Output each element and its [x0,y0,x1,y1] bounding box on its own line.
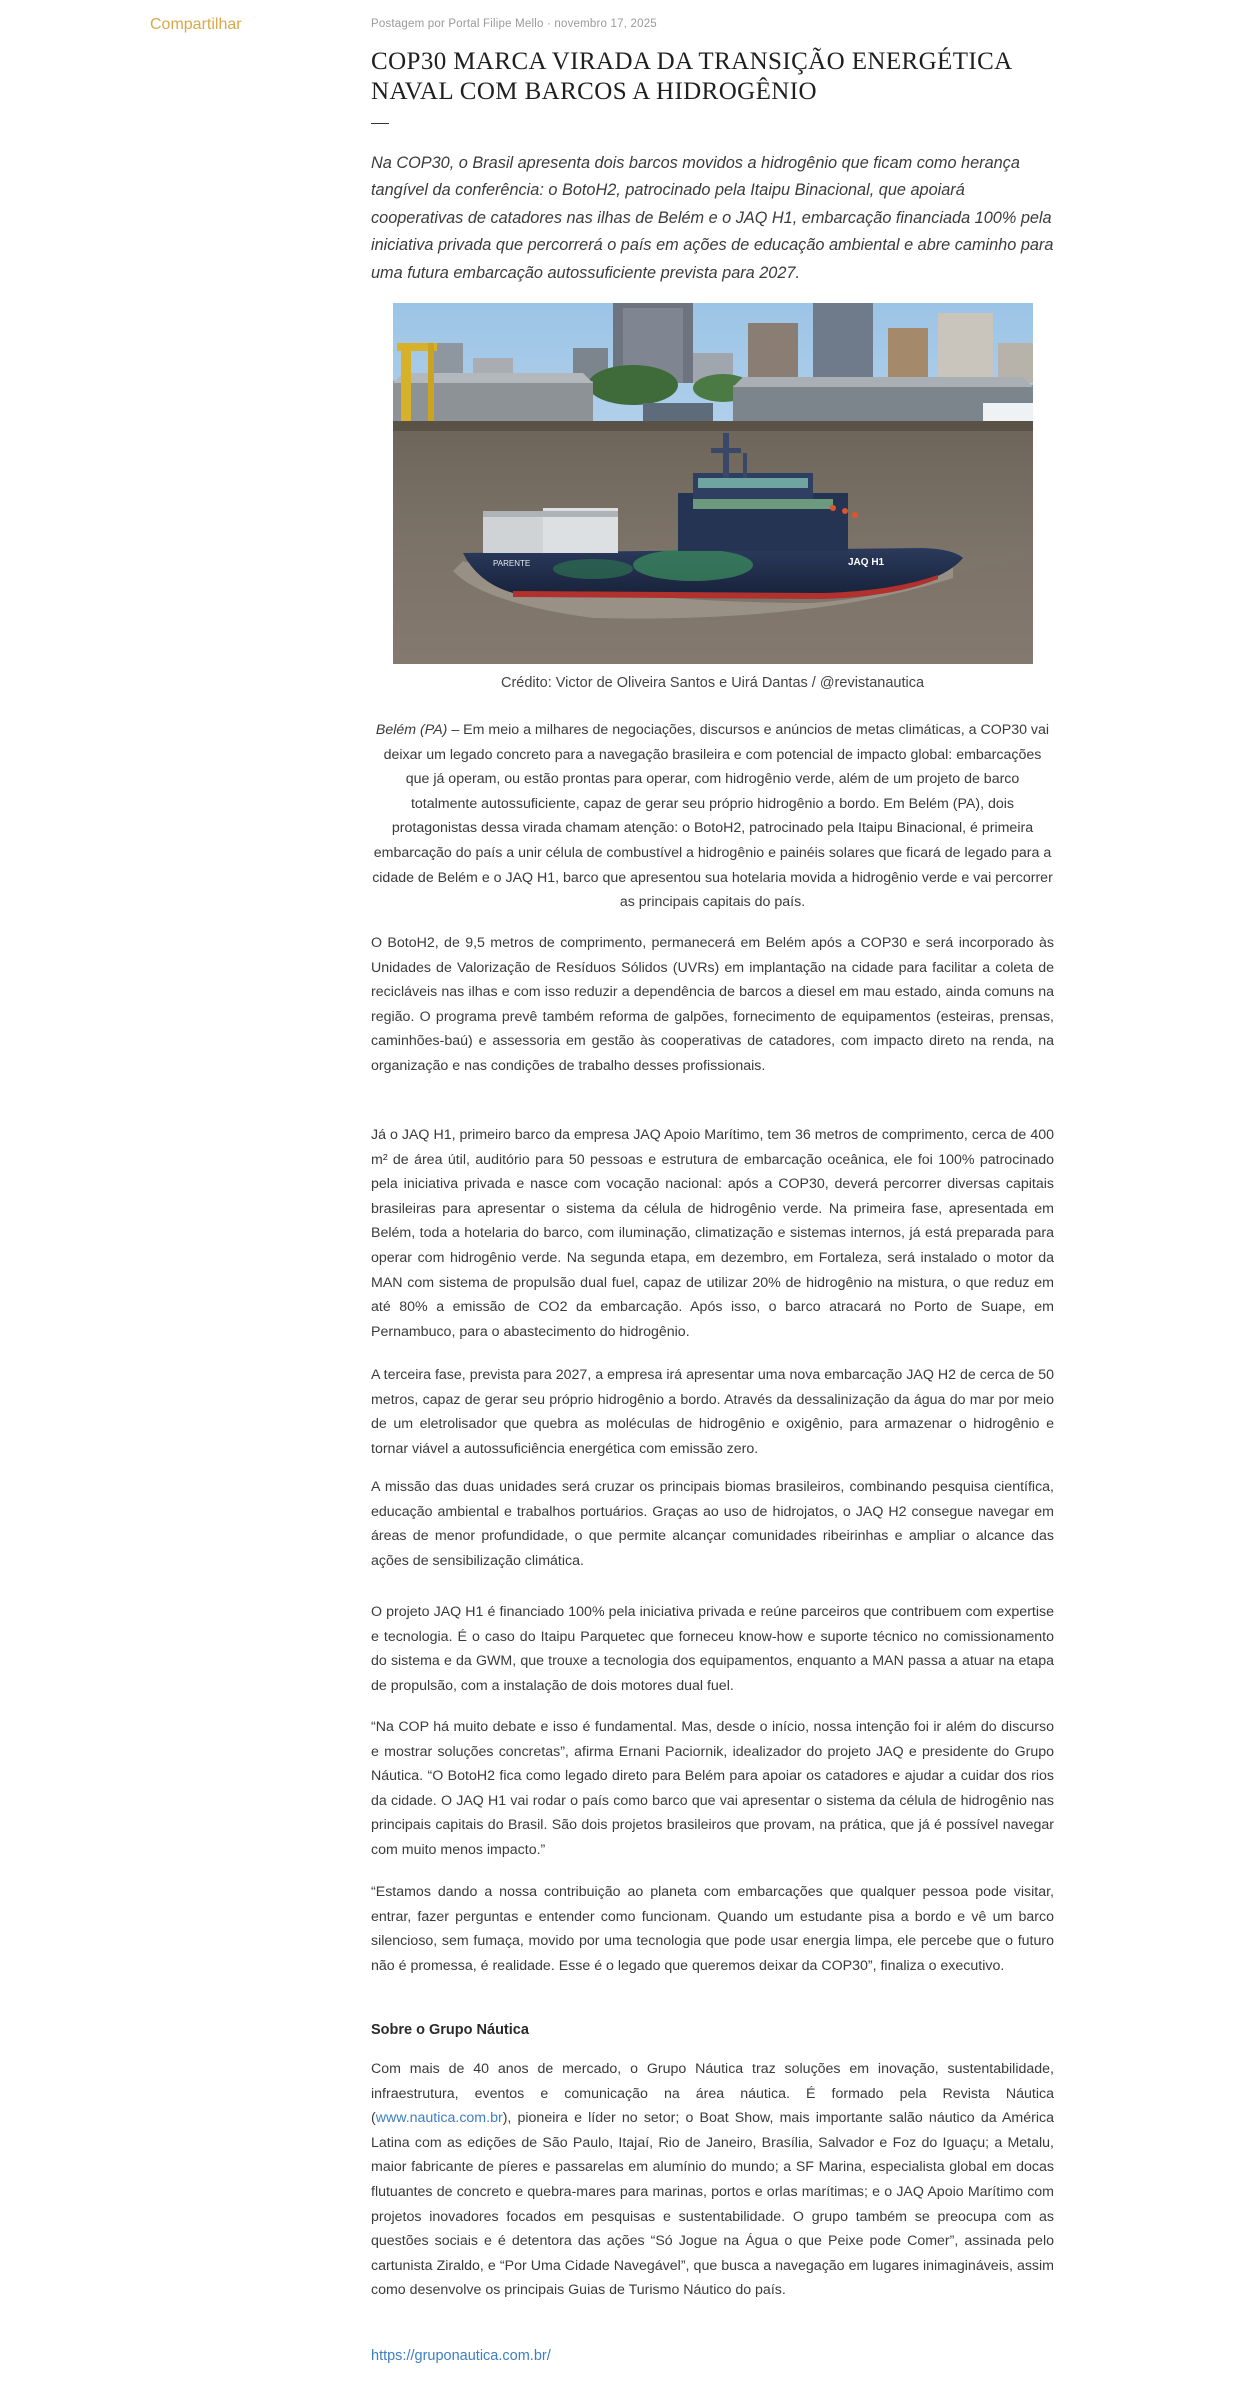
article-title: COP30 MARCA VIRADA DA TRANSIÇÃO ENERGÉTICA NAVAL COM BARCOS A HIDROGÊNIO [371,48,1012,105]
article-photo [393,303,1033,664]
body-paragraph: A terceira fase, prevista para 2027, a empresa irá apresentar uma nova embarcação JAQ H2 de cerca de 50 metros, capaz de gerar seu próprio hidrogênio a bordo. Através da dessalinização da água do mar por meio de um eletrolisador que quebra as moléculas de hidrogênio e oxigênio, para armazenar o hidrogênio e tornar viável a autossuficiência energética com emissão zero. [371,1367,1054,1457]
photo-boat-name: JAQ H1 [848,557,885,568]
body-paragraph: “Estamos dando a nossa contribuição ao planeta com embarcações que qualquer pessoa pode visitar, entrar, fazer perguntas e entender como funcionam. Quando um estudante pisa a bordo e vê um barco silencioso, sem fumaça, movido por uma tecnologia que pode usar energia limpa, ele percebe que o futuro não é promessa, é realidade. Esse é o legado que queremos deixar da COP30”, finaliza o executivo. [371,1884,1054,1974]
intro-text: – Em meio a milhares de negociações, discursos e anúncios de metas climáticas, a COP30 vai deixar um legado concreto para a navegação brasileira e com potencial de impacto global: embarcações que já operam, ou estão prontas para operar, com hidrogênio verde, além de um projeto de barco totalmente autossuficiente, capaz de gerar seu próprio hidrogênio a bordo. Em Belém (PA), dois protagonistas dessa virada chamam atenção: o BotoH2, patrocinado pela Itaipu Binacional, é primeira embarcação do país a unir célula de combustível a hidrogênio e painéis solares que ficará de legado para a cidade de Belém e o JAQ H1, barco que apresentou sua hotelaria movida a hidrogênio verde e vai percorrer as principais capitais do país. [372,722,1053,911]
about-text-end: ), pioneira e líder no setor; o Boat Show, mais importante salão náutico da América Latina com as edições de São Paulo, Itajaí, Rio de Janeiro, Brasília, Salvador e Foz do Iguaçu; a Metalu, maior fabricante de píeres e passarelas em alumínio do mundo; a SF Marina, especialista global em docas flutuantes de concreto e quebra-mares para marinas, portos e orlas marítimas; e o JAQ Apoio Marítimo com projetos inovadores focados em pesquisas e sustentabilidade. O grupo também se preocupa com as questões sociais e é detentora das ações “Só Jogue na Água o que Peixe pode Comer”, assinada pelo cartunista Ziraldo, e “Por Uma Cidade Navegável”, que busca a navegação em lugares inimagináveis, assim como desenvolve os principais Guias de Turismo Náutico do país. [371,2110,1054,2299]
article-lead: Na COP30, o Brasil apresenta dois barcos movidos a hidrogênio que ficam como herança tangível da conferência: o BotoH2, patrocinado pela Itaipu Binacional, que apoiará cooperativas de catadores nas ilhas de Belém e o JAQ H1, embarcação financiada 100% pela iniciativa privada que percorrerá o país em ações de educação ambiental e abre caminho para uma futura embarcação autossuficiente prevista para 2027. [371,154,1054,282]
photo-credit: Crédito: Victor de Oliveira Santos e Uirá Dantas / @revistanautica [500,675,925,691]
body-paragraph: A missão das duas unidades será cruzar os principais biomas brasileiros, combinando pesquisa científica, educação ambiental e trabalhos portuários. Graças ao uso de hidrojatos, o JAQ H2 consegue navegar em áreas de menor profundidade, o que permite alcançar comunidades ribeirinhas e ampliar o alcance das ações de sensibilização climática. [371,1479,1054,1569]
intro-place: Belém (PA) [375,722,448,738]
intro-paragraph [371,718,1054,915]
nautica-link[interactable]: www.nautica.com.br [375,2110,503,2127]
body-paragraph: O projeto JAQ H1 é financiado 100% pela iniciativa privada e reúne parceiros que contribuem com expertise e tecnologia. É o caso do Itaipu Parquetec que forneceu know-how e suporte técnico no comissionamento do sistema e da GWM, que trouxe a tecnologia dos equipamentos, enquanto a MAN passa a atuar na etapa de propulsão, com a instalação de dois motores dual fuel. [371,1604,1054,1694]
share-link[interactable]: Compartilhar [150,16,242,33]
body-paragraph: “Na COP há muito debate e isso é fundamental. Mas, desde o início, nossa intenção foi ir além do discurso e mostrar soluções concretas”, afirma Ernani Paciornik, idealizador do projeto JAQ e presidente do Grupo Náutica. “O BotoH2 fica como legado direto para Belém para apoiar os catadores e ajudar a cuidar dos rios da cidade. O JAQ H1 vai rodar o país como barco que vai apresentar o sistema da célula de hidrogênio nas principais capitais do Brasil. São dois projetos brasileiros que provam, na prática, que já é possível navegar com muito menos impacto.” [371,1719,1054,1858]
about-heading: Sobre o Grupo Náutica [371,2022,529,2038]
post-meta: Postagem por Portal Filipe Mello · novembro 17, 2025 [371,18,657,30]
about-paragraph [371,2057,1054,2303]
gruponautica-link[interactable]: https://gruponautica.com.br/ [371,2348,551,2364]
body-paragraph: Já o JAQ H1, primeiro barco da empresa JAQ Apoio Marítimo, tem 36 metros de comprimento, cerca de 400 m² de área útil, auditório para 50 pessoas e estrutura de embarcação oceânica, ele foi 100% patrocinado pela iniciativa privada e nasce com vocação nacional: após a COP30, deverá percorrer diversas capitais brasileiras para apresentar o sistema da célula de hidrogênio verde. Na primeira fase, apresentada em Belém, toda a hotelaria do barco, com iluminação, climatização e sistemas internos, já está preparada para operar com hidrogênio verde. Na segunda etapa, em dezembro, em Fortaleza, será instalado o motor da MAN com sistema de propulsão dual fuel, capaz de utilizar 20% de hidrogênio na mistura, o que reduz em até 80% a emissão de CO2 da embarcação. Após isso, o barco atracará no Porto de Suape, em Pernambuco, para o abastecimento do hidrogênio. [371,1127,1054,1340]
photo-hull-label: PARENTE [493,559,531,568]
about-text-start: Com mais de 40 anos de mercado, o Grupo Náutica traz soluções em inovação, sustentabilidade, infraestrutura, eventos e comunicação na área náutica. É formado pela Revista Náutica ( [371,2061,1054,2127]
title-divider [371,123,389,124]
body-paragraph: O BotoH2, de 9,5 metros de comprimento, permanecerá em Belém após a COP30 e será incorporado às Unidades de Valorização de Resíduos Sólidos (UVRs) em implantação na cidade para facilitar a coleta de recicláveis nas ilhas e com isso reduzir a dependência de barcos a diesel em mau estado, ainda comuns na região. O programa prevê também reforma de galpões, fornecimento de equipamentos (esteiras, prensas, caminhões-baú) e assessoria em gestão às cooperativas de catadores, com impacto direto na renda, na organização e nas condições de trabalho desses profissionais. [371,935,1054,1074]
